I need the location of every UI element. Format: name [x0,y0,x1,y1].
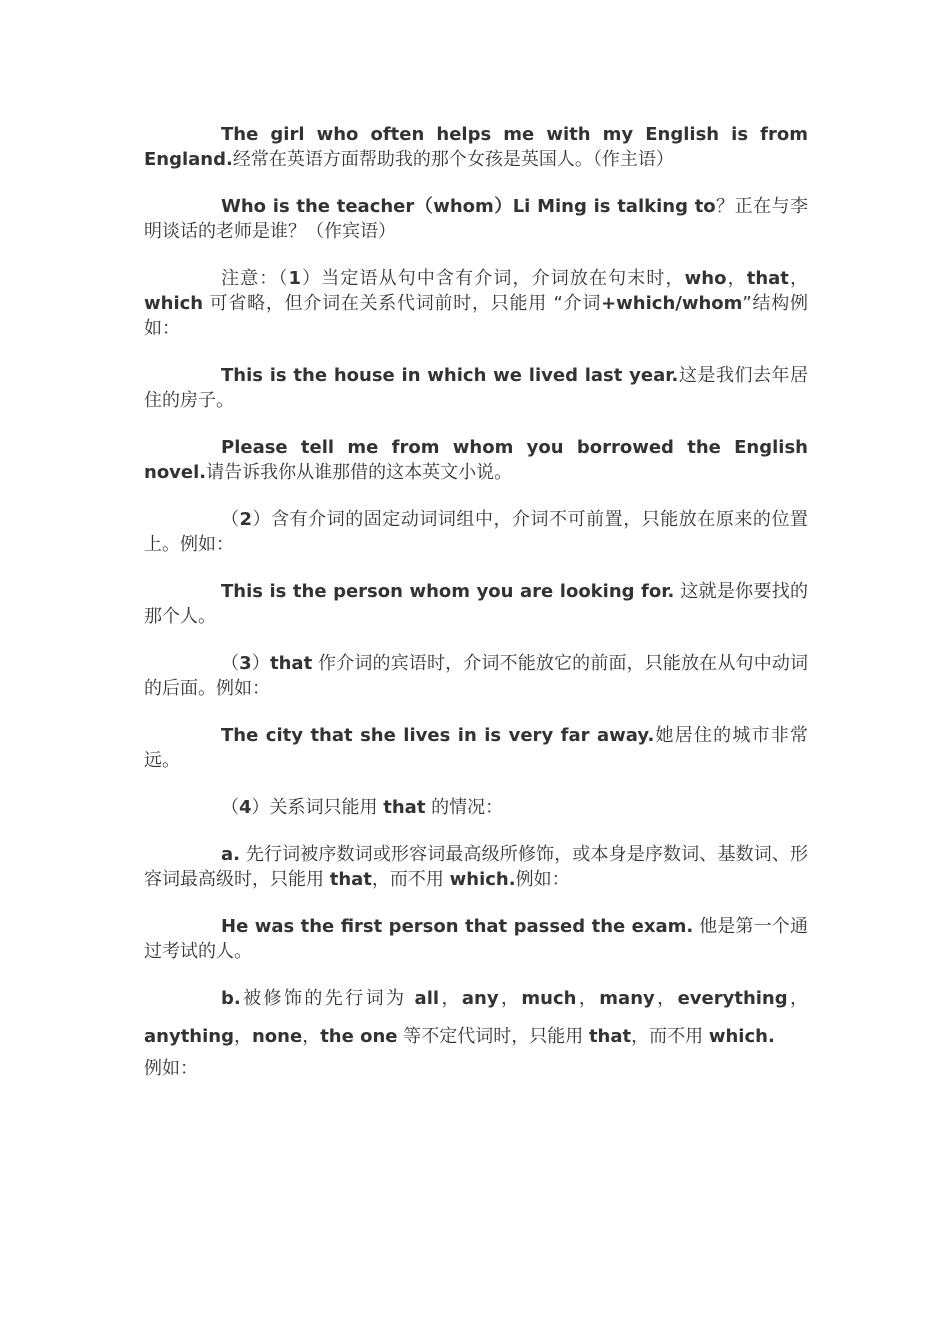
paragraph-last-text [144,988,808,1047]
bold-text-segment: Who is the teacher（whom）Li Ming is talking to [221,196,716,217]
bold-text-segment: anything [144,1026,234,1047]
bold-text-segment: many [599,988,655,1009]
text-segment: 他是第一个通过考试的人。 [144,916,808,962]
text-segment: ， [788,268,809,289]
text-segment: 先行词被序数词或形容词最高级所修饰，或本身是序数词、基数词、形容词最高级时，只能用 [144,844,808,890]
text-segment: ，而不用 [631,1026,709,1047]
text-segment: （ [221,509,240,530]
bold-text-segment: which. [449,869,516,890]
paragraph [144,122,808,172]
paragraph [144,723,808,773]
bold-text-segment: 3 [239,653,252,674]
paragraph [144,579,808,629]
text-segment: 例如： [515,869,570,890]
text-segment: ， [654,988,678,1009]
paragraph [144,842,808,892]
bold-text-segment: +which/whom [601,293,743,314]
bold-text-segment: the one [320,1026,398,1047]
bold-text-segment: any [461,988,499,1009]
text-segment: ） [251,653,270,674]
text-segment: ？正在与李明谈话的老师是谁？（作宾语） [144,196,809,242]
text-segment: ， [233,1026,252,1047]
paragraph-list [144,122,808,964]
bold-text-segment: that [329,869,372,890]
bold-text-segment: who [684,268,727,289]
bold-text-segment: 4 [239,797,252,818]
paragraph-last [144,980,808,1081]
paragraph [144,266,808,341]
text-segment: ）含有介词的固定动词词组中，介词不可前置，只能放在原来的位置上。例如： [144,509,808,555]
paragraph [144,194,808,244]
bold-text-segment: that [588,1026,632,1047]
text-segment: 这就是你要找的那个人。 [144,581,808,627]
paragraph [144,795,808,820]
bold-text-segment: The girl who often helps me with my English is from England. [144,124,808,170]
text-segment: ）关系词只能用 [251,797,384,818]
bold-text-segment: This is the house in which we lived last year. [221,365,679,386]
text-segment: 等不定代词时，只能用 [397,1026,589,1047]
text-segment: 作介词的宾语时，介词不能放它的前面，只能放在从句中动词的后面。例如： [144,653,808,699]
paragraph [144,435,808,485]
paragraph [144,914,808,964]
text-segment: ）当定语从句中含有介词，介词放在句末时， [301,268,685,289]
text-segment: ， [302,1026,321,1047]
text-segment: ”结构例如： [144,293,808,339]
text-segment: ， [787,988,809,1009]
text-segment: ， [498,988,522,1009]
text-segment: 可省略，但介词在关系代词前时，只能用 “介词 [203,293,602,314]
bold-text-segment: Please tell me from whom you borrowed the English novel. [144,437,808,483]
text-segment: （ [221,797,239,818]
bold-text-segment: everything [677,988,788,1009]
bold-text-segment: which. [708,1026,775,1047]
text-segment: 注意：（ [221,268,289,289]
text-segment: 这是我们去年居住的房子。 [144,365,809,411]
text-segment: ， [726,268,747,289]
text-segment: 被修饰的先行词为 [240,988,415,1009]
text-segment: 她居住的城市非常远。 [144,725,809,771]
paragraph [144,507,808,557]
bold-text-segment: all [414,988,440,1009]
text-segment: ， [439,988,462,1009]
bold-text-segment: 1 [288,268,302,289]
text-segment: ，而不用 [371,869,450,890]
text-segment: 的情况： [425,797,504,818]
text-segment: （ [221,653,240,674]
document-page [144,122,808,1103]
bold-text-segment: which [144,293,204,314]
bold-text-segment: none [251,1026,303,1047]
bold-text-segment: This is the person whom you are looking for. [221,581,675,602]
bold-text-segment: The city that she lives in is very far away. [221,725,655,746]
paragraph [144,363,808,413]
bold-text-segment: a. [221,844,240,865]
text-segment: 请告诉我你从谁那借的这本英文小说。 [206,462,513,483]
bold-text-segment: He was the first person that passed the exam. [221,916,694,937]
paragraph-last-tail: 例如： [144,1058,198,1079]
bold-text-segment: 2 [239,509,253,530]
bold-text-segment: that [746,268,789,289]
bold-text-segment: that [270,653,313,674]
bold-text-segment: b. [221,988,241,1009]
paragraph [144,651,808,701]
bold-text-segment: much [521,988,577,1009]
bold-text-segment: that [383,797,426,818]
text-segment: 经常在英语方面帮助我的那个女孩是英国人。（作主语） [232,149,674,170]
text-segment: ， [576,988,600,1009]
